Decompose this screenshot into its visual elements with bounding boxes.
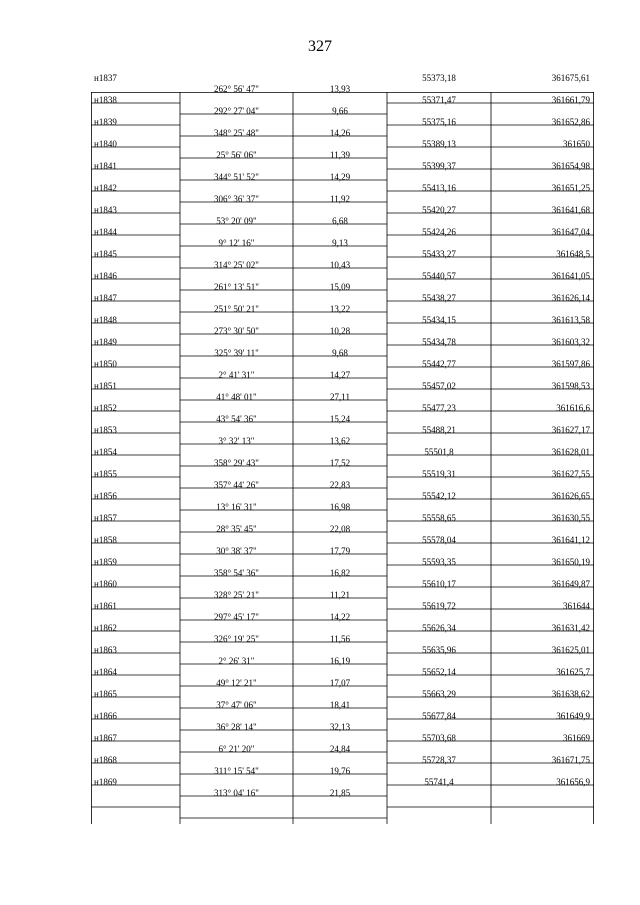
table-row — [91, 337, 594, 359]
point-name: н1865 — [94, 689, 117, 699]
direction-angle: 3° 32' 13" — [218, 436, 255, 446]
table-row — [91, 513, 594, 535]
coordinate-y: 361650,19 — [551, 557, 590, 567]
table-row — [91, 403, 594, 425]
segment-length: 17,07 — [329, 678, 351, 688]
table-row — [91, 777, 594, 799]
table-row — [91, 161, 594, 183]
segment-length: 22,08 — [329, 524, 351, 534]
direction-angle: 2° 26' 31" — [218, 656, 255, 666]
direction-angle: 328° 25' 21" — [214, 590, 259, 600]
table-row — [91, 271, 594, 293]
coordinate-x: 55635,96 — [422, 645, 456, 655]
segment-length: 13,62 — [329, 436, 351, 446]
coordinate-x: 55413,16 — [422, 183, 456, 193]
coordinate-x: 55433,27 — [422, 249, 456, 259]
table-row — [91, 117, 594, 139]
coordinate-x: 55420,27 — [422, 205, 456, 215]
coordinate-y: 361644 — [563, 601, 590, 611]
point-name: н1846 — [94, 271, 117, 281]
point-name: н1860 — [94, 579, 117, 589]
point-name: н1853 — [94, 425, 117, 435]
coordinate-y: 361628,01 — [551, 447, 590, 457]
segment-length: 22,83 — [329, 480, 351, 490]
point-name: н1848 — [94, 315, 117, 325]
coordinate-y: 361626,65 — [551, 491, 590, 501]
coordinate-x: 55593,35 — [422, 557, 456, 567]
direction-angle: 41° 48' 01" — [216, 392, 257, 402]
table-row — [91, 689, 594, 711]
coordinate-y: 361656,9 — [556, 777, 590, 787]
point-name: н1843 — [94, 205, 117, 215]
point-name: н1868 — [94, 755, 117, 765]
segment-length: 16,98 — [329, 502, 351, 512]
coordinate-y: 361597,86 — [551, 359, 590, 369]
direction-angle: 348° 25' 48" — [214, 128, 259, 138]
direction-angle: 13° 16' 31" — [216, 502, 257, 512]
table-row — [91, 623, 594, 645]
direction-angle: 262° 56' 47" — [214, 84, 259, 94]
coordinate-y: 361661,79 — [551, 95, 590, 105]
table-row — [91, 183, 594, 205]
coordinate-x: 55424,26 — [422, 227, 456, 237]
coordinate-x: 55399,37 — [422, 161, 456, 171]
segment-length: 9,66 — [332, 106, 348, 116]
coordinate-x: 55626,34 — [422, 623, 456, 633]
segment-length: 21,85 — [329, 788, 351, 798]
coordinate-x: 55652,14 — [422, 667, 456, 677]
segment-length: 11,39 — [330, 150, 350, 160]
table-row — [91, 205, 594, 227]
direction-angle: 313° 04' 16" — [214, 788, 259, 798]
coordinate-x: 55477,23 — [422, 403, 456, 413]
direction-angle: 325° 39' 11" — [214, 348, 259, 358]
coordinate-x: 55389,13 — [422, 139, 456, 149]
direction-angle: 36° 28' 14" — [216, 722, 257, 732]
coordinate-x: 55375,16 — [422, 117, 456, 127]
coordinate-x: 55728,37 — [422, 755, 456, 765]
coordinate-y: 361648,5 — [556, 249, 590, 259]
table-row — [91, 601, 594, 623]
coordinate-x: 55663,29 — [422, 689, 456, 699]
direction-angle: 273° 30' 50" — [214, 326, 259, 336]
segment-length: 16,19 — [329, 656, 351, 666]
table-row — [91, 73, 594, 95]
segment-length: 32,13 — [329, 722, 351, 732]
point-name: н1851 — [94, 381, 117, 391]
segment-length: 17,52 — [329, 458, 351, 468]
coordinate-y: 361641,68 — [551, 205, 590, 215]
segment-length: 10,28 — [329, 326, 351, 336]
table-row — [91, 359, 594, 381]
segment-length: 24,84 — [329, 744, 351, 754]
coordinate-x: 55558,65 — [422, 513, 456, 523]
direction-angle: 6° 21' 20" — [218, 744, 255, 754]
point-name: н1842 — [94, 183, 117, 193]
segment-length: 14,27 — [329, 370, 351, 380]
coordinate-y: 361651,25 — [551, 183, 590, 193]
coordinate-y: 361625,7 — [556, 667, 590, 677]
segment-length: 13,93 — [329, 84, 351, 94]
table-row — [91, 139, 594, 161]
coordinate-x: 55438,27 — [422, 293, 456, 303]
coordinate-y: 361652,86 — [551, 117, 590, 127]
coordinate-y: 361675,61 — [551, 73, 590, 83]
segment-length: 6,68 — [332, 216, 348, 226]
coordinate-y: 361631,42 — [551, 623, 590, 633]
direction-angle: 53° 20' 09" — [216, 216, 257, 226]
coordinate-y: 361650 — [563, 139, 590, 149]
direction-angle: 37° 47' 06" — [216, 700, 257, 710]
coordinate-y: 361626,14 — [551, 293, 590, 303]
coordinate-y: 361598,53 — [551, 381, 590, 391]
table-row — [91, 733, 594, 755]
table-row — [91, 425, 594, 447]
point-name: н1839 — [94, 117, 117, 127]
segment-length: 9,13 — [332, 238, 348, 248]
coordinate-y: 361641,12 — [551, 535, 590, 545]
segment-length: 14,26 — [329, 128, 351, 138]
coordinate-x: 55741,4 — [424, 777, 454, 787]
point-name: н1859 — [94, 557, 117, 567]
point-name: н1845 — [94, 249, 117, 259]
coordinate-x: 55542,12 — [422, 491, 456, 501]
point-name: н1850 — [94, 359, 117, 369]
table-row — [91, 227, 594, 249]
coordinate-y: 361627,55 — [551, 469, 590, 479]
coordinate-x: 55488,21 — [422, 425, 456, 435]
segment-length: 11,92 — [330, 194, 350, 204]
coordinate-x: 55578,04 — [422, 535, 456, 545]
direction-angle: 297° 45' 17" — [214, 612, 259, 622]
point-name: н1844 — [94, 227, 117, 237]
segment-length: 14,22 — [329, 612, 351, 622]
direction-angle: 49° 12' 21" — [216, 678, 257, 688]
direction-angle: 25° 56' 06" — [216, 150, 257, 160]
point-name: н1849 — [94, 337, 117, 347]
table-row — [91, 667, 594, 689]
segment-length: 15,24 — [329, 414, 351, 424]
segment-length: 13,22 — [329, 304, 351, 314]
coordinate-x: 55457,02 — [422, 381, 456, 391]
coordinate-x: 55519,31 — [422, 469, 456, 479]
coordinate-x: 55371,47 — [422, 95, 456, 105]
table-row — [91, 711, 594, 733]
segment-length: 15,09 — [329, 282, 351, 292]
coordinate-y: 361649,9 — [556, 711, 590, 721]
point-name: н1852 — [94, 403, 117, 413]
direction-angle: 9° 12' 16" — [218, 238, 255, 248]
segment-length: 11,21 — [330, 590, 350, 600]
table-row — [91, 491, 594, 513]
table-row — [91, 579, 594, 601]
coordinate-x: 55610,17 — [422, 579, 456, 589]
direction-angle: 358° 29' 43" — [214, 458, 259, 468]
point-name: н1854 — [94, 447, 117, 457]
direction-angle: 261° 13' 51" — [214, 282, 259, 292]
table-row — [91, 315, 594, 337]
direction-angle: 28° 35' 45" — [216, 524, 257, 534]
segment-length: 18,41 — [329, 700, 351, 710]
point-name: н1847 — [94, 293, 117, 303]
coordinate-x: 55619,72 — [422, 601, 456, 611]
coordinate-x: 55501,8 — [424, 447, 454, 457]
point-name: н1856 — [94, 491, 117, 501]
coordinate-x: 55440,57 — [422, 271, 456, 281]
point-name: н1866 — [94, 711, 117, 721]
direction-angle: 43° 54' 36" — [216, 414, 257, 424]
point-name: н1840 — [94, 139, 117, 149]
point-name: н1862 — [94, 623, 117, 633]
table-row — [91, 557, 594, 579]
segment-length: 10,43 — [329, 260, 351, 270]
segment-length: 16,82 — [329, 568, 351, 578]
coordinate-x: 55703,68 — [422, 733, 456, 743]
coordinate-x: 55677,84 — [422, 711, 456, 721]
table-row — [91, 535, 594, 557]
direction-angle: 326° 19' 25" — [214, 634, 259, 644]
coordinate-x: 55434,78 — [422, 337, 456, 347]
segment-length: 14,29 — [329, 172, 351, 182]
point-name: н1857 — [94, 513, 117, 523]
direction-angle: 30° 38' 37" — [216, 546, 257, 556]
coordinate-y: 361616,6 — [556, 403, 590, 413]
point-name: н1838 — [94, 95, 117, 105]
coordinate-y: 361641,05 — [551, 271, 590, 281]
point-name: н1855 — [94, 469, 117, 479]
coordinate-y: 361630,55 — [551, 513, 590, 523]
coordinate-y: 361647,04 — [551, 227, 590, 237]
direction-angle: 292° 27' 04" — [214, 106, 259, 116]
direction-angle: 311° 15' 54" — [214, 766, 259, 776]
table-row — [91, 381, 594, 403]
direction-angle: 251° 50' 21" — [214, 304, 259, 314]
segment-length: 11,56 — [330, 634, 350, 644]
segment-length: 27,11 — [330, 392, 350, 402]
point-name: н1864 — [94, 667, 117, 677]
direction-angle: 344° 51' 52" — [214, 172, 259, 182]
coordinate-y: 361625,01 — [551, 645, 590, 655]
coordinate-y: 361603,32 — [551, 337, 590, 347]
coordinate-y: 361671,75 — [551, 755, 590, 765]
coordinate-y: 361627,17 — [551, 425, 590, 435]
direction-angle: 306° 36' 37" — [214, 194, 259, 204]
point-name: н1867 — [94, 733, 117, 743]
coordinate-x: 55373,18 — [422, 73, 456, 83]
point-name: н1869 — [94, 777, 117, 787]
coordinate-y: 361649,87 — [551, 579, 590, 589]
point-name: н1863 — [94, 645, 117, 655]
point-name: н1837 — [94, 73, 117, 83]
coordinate-x: 55442,77 — [422, 359, 456, 369]
segment-length: 9,68 — [332, 348, 348, 358]
table-row — [91, 447, 594, 469]
point-name: н1841 — [94, 161, 117, 171]
direction-angle: 2° 41' 31" — [218, 370, 255, 380]
table-row — [91, 755, 594, 777]
segment-length: 19,76 — [329, 766, 351, 776]
coordinates-table — [91, 73, 594, 799]
segment-length: 17,79 — [329, 546, 351, 556]
direction-angle: 357° 44' 26" — [214, 480, 259, 490]
point-name: н1858 — [94, 535, 117, 545]
coordinate-x: 55434,15 — [422, 315, 456, 325]
coordinate-y: 361654,98 — [551, 161, 590, 171]
direction-angle: 358° 54' 36" — [214, 568, 259, 578]
coordinate-y: 361613,58 — [551, 315, 590, 325]
table-row — [91, 249, 594, 271]
coordinate-y: 361638,62 — [551, 689, 590, 699]
coordinate-y: 361669 — [563, 733, 590, 743]
table-row — [91, 293, 594, 315]
page-number: 327 — [308, 38, 332, 55]
point-name: н1861 — [94, 601, 117, 611]
table-row — [91, 469, 594, 491]
direction-angle: 314° 25' 02" — [214, 260, 259, 270]
table-row — [91, 645, 594, 667]
table-row — [91, 95, 594, 117]
